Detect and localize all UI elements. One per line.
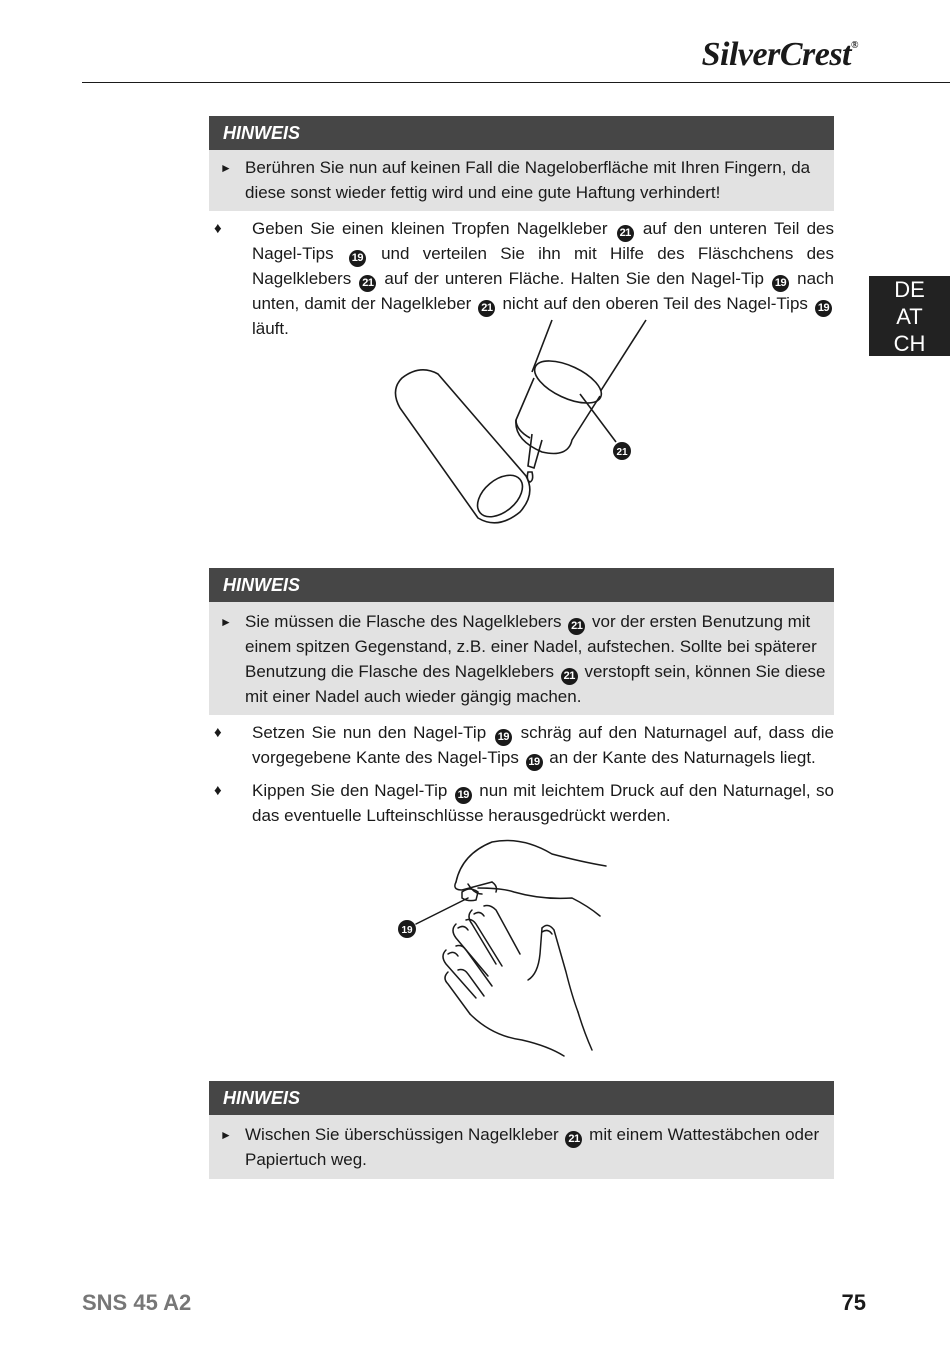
reference-number-badge: 21 [359,275,376,292]
reference-number-badge: 19 [495,729,512,746]
diamond-bullet-icon: ♦ [214,724,222,741]
arrow-bullet-icon: ► [220,1128,232,1142]
note-text: Wischen Sie überschüssigen Nagelkleber 21 mit einem Wattestäbchen oder Papiertuch weg. [245,1125,820,1169]
footer-page-number: 75 [841,1290,866,1315]
note-box-3 [209,1081,834,1179]
reference-number-badge: 19 [349,250,366,267]
reference-number-badge: 19 [772,275,789,292]
note-item [219,156,824,205]
note-title: HINWEIS [209,1081,834,1115]
brand-logo: SilverCrest® [701,36,858,73]
note-body [209,150,834,211]
arrow-bullet-icon: ► [220,615,232,629]
note-item [219,1123,824,1173]
note-title: HINWEIS [209,116,834,150]
diamond-bullet-icon: ♦ [214,782,222,799]
lang-ch: CH [893,331,926,356]
step-text: Kippen Sie den Nagel-Tip 19 nun mit leichtem Druck auf den Naturnagel, so das eventuelle Lufteinschlüsse herausgedrückt werden. [252,781,835,825]
note-box-1 [209,116,834,211]
note-title: HINWEIS [209,568,834,602]
reference-number-badge: 21 [565,1131,582,1148]
glue-bottle-illustration [380,316,660,536]
instruction-step-2 [209,721,834,771]
note-item [219,610,826,709]
step-text: Setzen Sie nun den Nagel-Tip 19 schräg auf den Naturnagel auf, dass die vorgegebene Kante des Nagel-Tips 19 an der Kante des Naturnagels liegt. [252,721,834,771]
figure-label-glue: 21 [616,447,628,458]
note-text: Sie müssen die Flasche des Nagelklebers 21 vor der ersten Benutzung mit einem spitzen Gegenstand, z.B. einer Nadel, aufstechen. Sollte bei späterer Benutzung die Flasche des Nagelklebers 21 verstopft sein, können Sie diese mit einer Nadel auch wieder gängig machen. [245,612,826,706]
reference-number-badge: 19 [455,787,472,804]
language-tab [869,276,950,356]
reference-number-badge: 21 [561,668,578,685]
reference-number-badge: 19 [526,754,543,771]
reference-number-badge: 21 [617,225,634,242]
lang-at: AT [896,304,923,329]
arrow-bullet-icon: ► [220,161,232,175]
lang-de: DE [894,277,925,302]
footer-model-number: SNS 45 A2 [82,1290,192,1315]
reference-number-badge: 21 [568,618,585,635]
note-body [209,1115,834,1179]
note-box-2 [209,568,834,715]
step-text: Geben Sie einen kleinen Tropfen Nagelkleber 21 auf den unteren Teil des Nagel-Tips 19 und verteilen Sie ihn mit Hilfe des Fläschchens des Nagelklebers 21 auf der unteren Fläche. Halten Sie den Nagel-Tip 19 nach unten, damit der Nagelkleber 21 nicht auf den oberen Teil des Nagel-Tips 19 läuft. [252,219,834,338]
header-divider [82,82,950,83]
note-body [209,602,834,715]
hand-nail-tip-illustration [392,836,614,1058]
note-text: Berühren Sie nun auf keinen Fall die Nageloberfläche mit Ihren Fingern, da diese sonst wieder fettig wird und eine gute Haftung verhindert! [245,158,811,202]
diamond-bullet-icon: ♦ [214,220,222,237]
reference-number-badge: 19 [815,300,832,317]
instruction-step-3 [209,779,834,829]
reference-number-badge: 21 [478,300,495,317]
figure-label-hand: 19 [401,925,413,936]
